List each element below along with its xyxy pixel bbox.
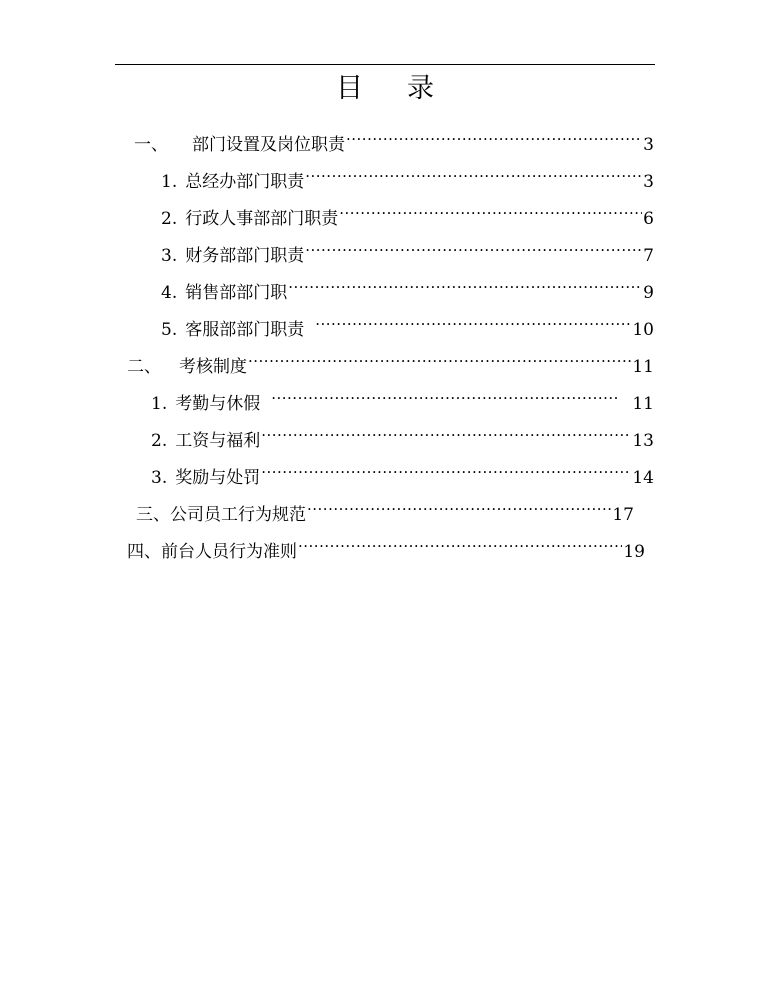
- toc-entry-section-3[interactable]: [136, 498, 634, 526]
- toc-entry-page: 11: [632, 357, 654, 377]
- toc-entry-2-2[interactable]: [151, 424, 654, 452]
- toc-entry-label: 客服部部门职责: [185, 320, 305, 340]
- toc-entry-section-4[interactable]: [127, 535, 645, 563]
- toc-entry-label: 行政人事部部门职责: [185, 209, 339, 229]
- toc-entry-1-5[interactable]: [161, 313, 654, 341]
- toc-entry-leader: [271, 387, 618, 409]
- toc-entry-number: 三、: [136, 505, 170, 525]
- toc-entry-1-2[interactable]: [161, 202, 654, 230]
- toc-entry-label: 工资与福利: [175, 431, 261, 451]
- toc-entry-number: 3.: [151, 468, 168, 488]
- toc-entry-leader: [261, 424, 631, 446]
- toc-entry-leader: [261, 461, 631, 483]
- toc-entry-number: 二、: [127, 357, 161, 377]
- toc-entry-leader: [305, 239, 642, 261]
- toc-entry-label: 公司员工行为规范: [170, 505, 306, 525]
- toc-entry-number: 一、: [134, 135, 168, 155]
- toc-entry-page: 3: [643, 172, 654, 192]
- toc-entry-label: 奖励与处罚: [175, 468, 261, 488]
- toc-entry-1-3[interactable]: [161, 239, 654, 267]
- toc-entry-number: 4.: [161, 283, 178, 303]
- toc-entry-page: 11: [632, 394, 654, 414]
- toc-entry-number: 2.: [161, 209, 178, 229]
- toc-entry-number: 3.: [161, 246, 178, 266]
- toc-entry-number: 1.: [151, 394, 168, 414]
- toc-entry-number: 2.: [151, 431, 168, 451]
- toc-entry-number: 四、: [127, 542, 161, 562]
- toc-entry-section-1[interactable]: [134, 128, 654, 156]
- toc-entry-leader: [346, 128, 642, 150]
- toc-entry-number: 1.: [161, 172, 178, 192]
- toc-entry-page: 10: [632, 320, 654, 340]
- toc-entry-leader: [307, 498, 611, 520]
- toc-entry-leader: [305, 165, 642, 187]
- toc-entry-leader: [248, 350, 631, 372]
- toc-entry-page: 13: [632, 431, 654, 451]
- toc-entry-label: 部门设置及岗位职责: [192, 135, 345, 155]
- toc-entry-page: 9: [643, 283, 654, 303]
- toc-entry-label: 考勤与休假: [175, 394, 261, 414]
- title-char-2: 录: [407, 73, 434, 104]
- toc-entry-leader: [288, 276, 642, 298]
- toc-entry-leader: [298, 535, 622, 557]
- toc-entry-2-1[interactable]: [151, 387, 654, 415]
- toc-entry-page: 19: [623, 542, 645, 562]
- toc-entry-1-1[interactable]: [161, 165, 654, 193]
- toc-entry-page: 14: [632, 468, 654, 488]
- toc-entry-page: 6: [643, 209, 654, 229]
- toc-entry-section-2[interactable]: [127, 350, 654, 378]
- toc-entry-page: 17: [612, 505, 634, 525]
- toc-entry-2-3[interactable]: [151, 461, 654, 489]
- toc-entry-leader: [315, 313, 631, 335]
- toc-entry-label: 财务部部门职责: [185, 246, 305, 266]
- toc-entry-1-4[interactable]: [161, 276, 654, 304]
- toc-entry-number: 5.: [161, 320, 178, 340]
- toc-entry-page: 7: [643, 246, 654, 266]
- toc-entry-page: 3: [643, 135, 654, 155]
- title-char-1: 目: [336, 73, 363, 104]
- toc-entry-leader: [339, 202, 642, 224]
- toc-entry-label: 销售部部门职: [185, 283, 288, 303]
- toc-entry-label: 总经办部门职责: [185, 172, 305, 192]
- toc-entry-label: 考核制度: [179, 357, 247, 377]
- toc-entry-label: 前台人员行为准则: [161, 542, 297, 562]
